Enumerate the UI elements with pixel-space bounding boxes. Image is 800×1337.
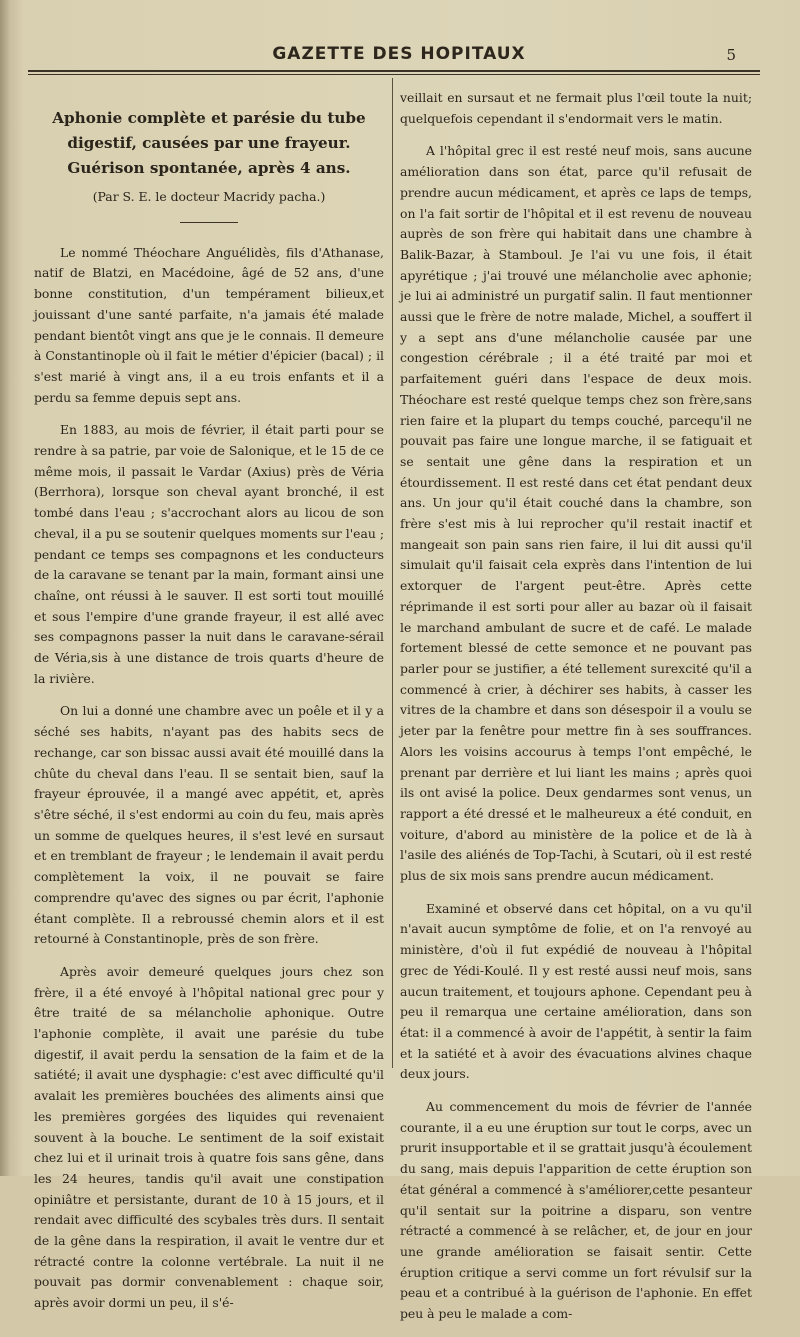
page-number: 5 [726,46,736,64]
title-separator [180,222,238,223]
left-column [34,88,384,1326]
masthead: GAZETTE DES HOPITAUX [272,44,526,64]
paragraph: A l'hôpital grec il est resté neuf mois, sans aucune amélioration dans son état, parce qu'il refusait de prendre aucun médicament, et après ce laps de temps, on l'a fait sortir de l'hôpital et il est revenu de nouveau auprès de son frère qui habitait dans une chambre à Balik-Bazar, à Stamboul. Je l'ai vu une fois, il était apyrétique ; j'ai trouvé une mélancholie avec aphonie; je lui ai administré un purgatif salin. Il faut mentionner aussi que le frère de notre malade, Michel, a souffert il y a sept ans d'une mélancholie causée par une congestion cérébrale ; il a été traité par moi et parfaitement guéri dans l'espace de deux mois. Théochare est resté quelque temps chez son frère,sans rien faire et la plupart du temps couché, parcequ'il ne pouvait pas faire une longue marche, il se fatiguait et se sentait une gêne dans la respiration et un étourdissement. Il est resté dans cet état pendant deux ans. Un jour qu'il était couché dans la chambre, son frère s'est mis à lui reprocher qu'il restait inactif et mangeait son pain sans rien faire, il lui dit aussi qu'il simulait qu'il faisait cela exprès dans l'intention de lui extorquer de l'argent peut-être. Après cette réprimande il est sorti pour aller au bazar où il faisait le marchand ambulant de sucre et de café. Le malade fortement blessé de cette semonce et ne pouvant pas parler pour se justifier, a été tellement surexcité qu'il a commencé à crier, à déchirer ses habits, à casser les vitres de la chambre et dans son désespoir il a voulu se jeter par la fenêtre pour mettre fin à ses souffrances. Alors les voisins accourus à temps l'ont empêché, le prenant par derrière et lui liant les mains ; après quoi ils ont avisé la police. Deux gendarmes sont venus, un rapport a été dressé et le malheureux a été conduit, en voiture, d'abord au ministère de la police et de là à l'asile des aliénés de Top-Tachi, à Scutari, où il est resté plus de six mois sans prendre aucun médicament. [400,143,752,884]
column-divider [392,78,393,1068]
page-header [28,42,770,78]
paragraph: Au commencement du mois de février de l'année courante, il a eu une éruption sur tout le corps, avec un prurit insupportable et il se grattait jusqu'à écoulement du sang, mais depuis l'apparition de cette éruption son état général a commencé à s'améliorer,cette pesanteur qu'il sentait sur la poitrine a disparu, son ventre rétracté a commencé à se relâcher, et, de jour en jour une grande amélioration se faisait sentir. Cette éruption critique a servi comme un fort révulsif sur la peau et a contribué à la guérison de l'aphonie. En effet peu à peu le malade a com- [400,1099,752,1322]
paragraph: Examiné et observé dans cet hôpital, on a vu qu'il n'avait aucun symptôme de folie, et on l'a renvoyé au ministère, d'où il fut expédié de nouveau à l'hôpital grec de Yédi-Koulé. Il y est resté aussi neuf mois, sans aucun traitement, et toujours aphone. Cependant peu à peu il remarqua une certaine amélioration, dans son état: il a commencé à avoir de l'appétit, à sentir la faim et la satiété et à avoir des évacuations alvines chaque deux jours. [400,900,752,1082]
paragraph: On lui a donné une chambre avec un poêle et il y a séché ses habits, n'ayant pas des habits secs de rechange, car son bissac aussi avait été mouillé dans la chûte du cheval dans l'eau. Il se sentait bien, sauf la frayeur éprouvée, il a mangé avec appétit, et, après s'être séché, il s'est endormi au coin du feu, mais après un somme de quelques heures, il s'est levé en sursaut et en tremblant de frayeur ; le lendemain il avait perdu complètement la voix, il ne pouvait se faire comprendre qu'avec des signes ou par écrit, l'aphonie étant complète. Il a rebroussé chemin alors et il est retourné à Constantinople, près de son frère. [34,703,384,947]
article-title: Aphonie complète et parésie du tube digestif, causées par une frayeur. Guérison spontanée, après 4 ans. [52,109,366,177]
header-rule-thin [28,74,760,75]
paragraph: En 1883, au mois de février, il était parti pour se rendre à sa patrie, par voie de Salonique, et le 15 de ce même mois, il passait le Vardar (Axius) près de Véria (Berrhora), lorsque son cheval ayant bronché, il est tombé dans l'eau ; s'accrochant alors au licou de son cheval, il a pu se soutenir quelques moments sur l'eau ; pendant ce temps ses compagnons et les conducteurs de la caravane se tenant par la main, formant ainsi une chaîne, ont réussi à le sauver. Il est sorti tout mouillé et sous l'empire d'une grande frayeur, il est allé avec ses compagnons passer la nuit dans le caravane-sérail de Véria,sis à une distance de trois quarts d'heure de la rivière. [34,422,384,686]
article-byline: (Par S. E. le docteur Macridy pacha.) [92,189,326,204]
paragraph: Le nommé Théochare Anguélidès, fils d'Athanase, natif de Blatzi, en Macédoine, âgé de 52 ans, d'une bonne constitution, d'un tempérament bilieux,et jouissant d'une santé parfaite, n'a jamais été malade pendant bientôt vingt ans que je le connais. Il demeure à Constantinople où il fait le métier d'épicier (bacal) ; il s'est marié à vingt ans, il a eu trois enfants et il a perdu sa femme depuis sept ans. [34,244,384,405]
paragraph: veillait en sursaut et ne fermait plus l'œil toute la nuit; quelquefois cependant il s'endormait vers le matin. [400,90,752,126]
header-rule-thick [28,70,760,72]
right-column [400,88,752,1337]
paragraph: Après avoir demeuré quelques jours chez son frère, il a été envoyé à l'hôpital national grec pour y être traité de sa mélancholie aphonique. Outre l'aphonie complète, il avait une parésie du tube digestif, il avait perdu la sensation de la faim et de la satiété; il avait une dysphagie: c'est avec difficulté qu'il avalait les premières bouchées des aliments ainsi que les premières gorgées des liquides qui revenaient souvent à la bouche. Le sentiment de la soif existait chez lui et il urinait trois à quatre fois sans gêne, dans les 24 heures, tandis qu'il avait une constipation opiniâtre et persistante, durant de 10 à 15 jours, et il rendait avec difficulté des scybales très durs. Il sentait de la gêne dans la respiration, il avait le ventre dur et rétracté contre la colonne vertébrale. La nuit il ne pouvait pas dormir convenablement : chaque soir, après avoir dormi un peu, il s'é- [34,963,384,1311]
